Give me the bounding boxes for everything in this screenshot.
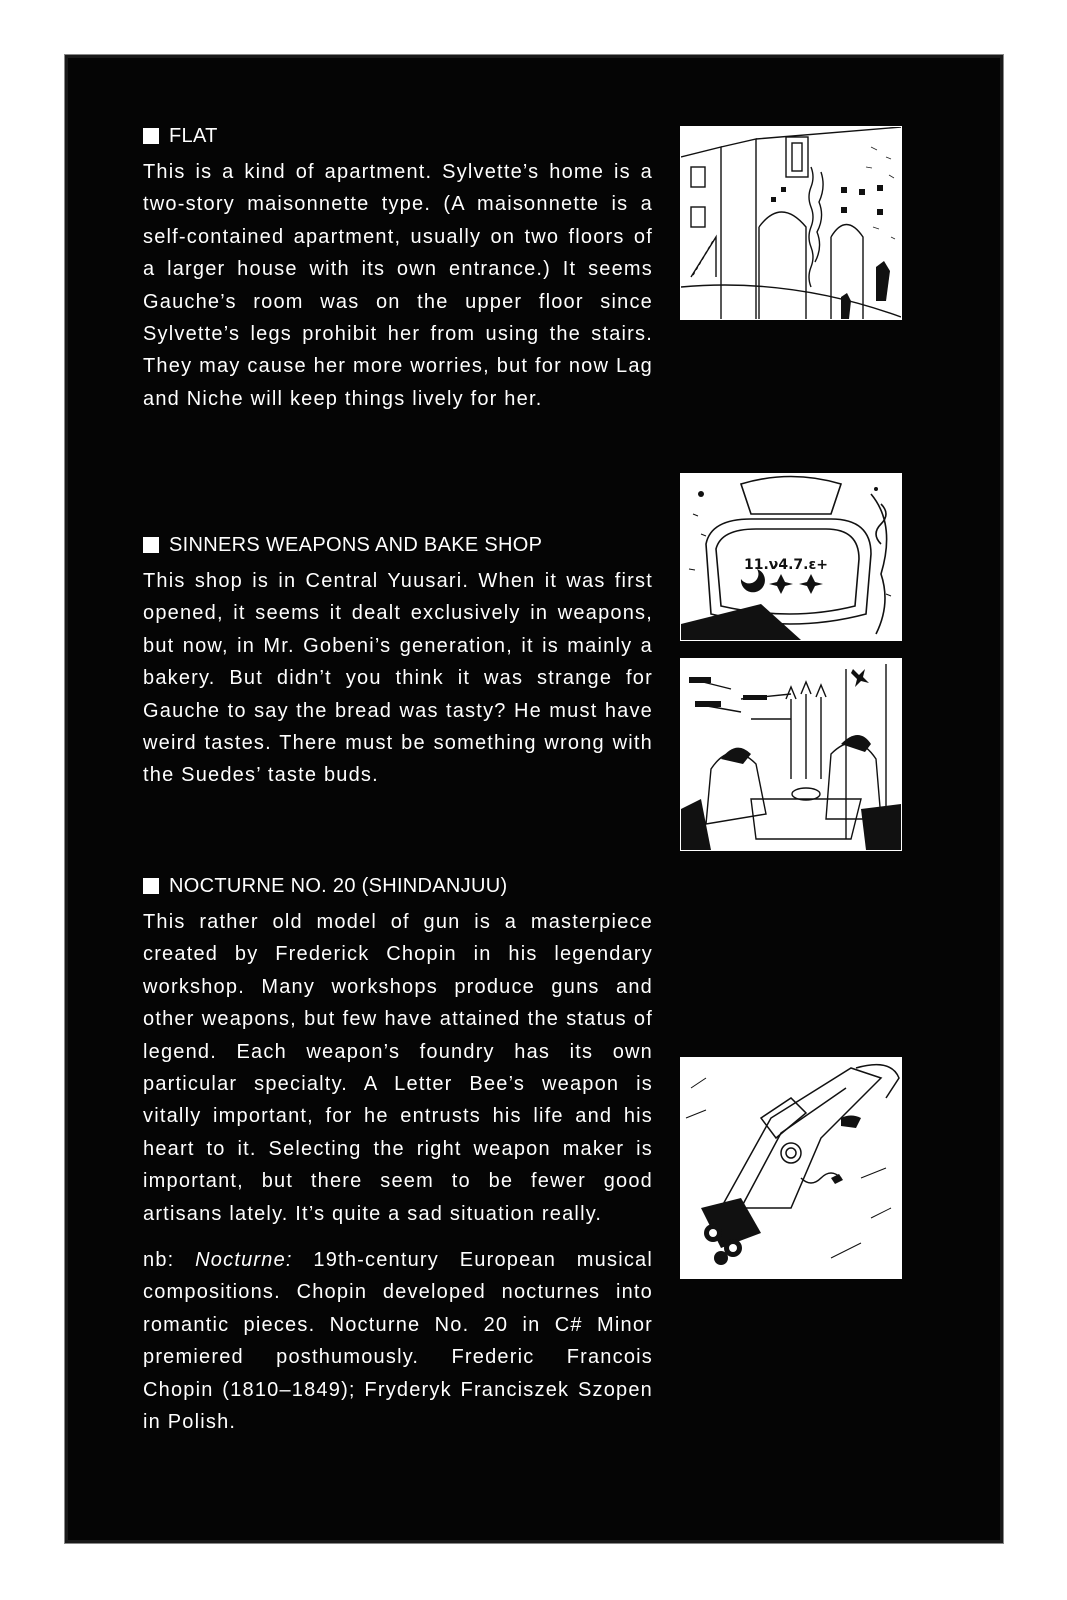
illustration-street <box>680 126 902 320</box>
section-heading <box>143 872 653 900</box>
section-shop <box>143 531 653 792</box>
square-bullet-icon <box>143 128 159 144</box>
heading-text: FLAT <box>169 125 218 147</box>
square-bullet-icon <box>143 537 159 553</box>
shop-interior-drawing <box>681 659 901 850</box>
heading-text: SINNERS WEAPONS AND BAKE SHOP <box>169 534 543 556</box>
street-drawing <box>681 127 901 319</box>
footnote-term: Nocturne: <box>195 1249 293 1272</box>
section-body: This rather old model of gun is a masterpiece created by Frederick Chopin in his legendary workshop. Many workshops produce guns and other weapons, but few have attained the status of legend. Each weapon’s foundry has its own particular specialty. A Letter Bee’s weapon is vitally important, for he entrusts his life and his heart to it. Selecting the right weapon maker is important, but there seem to be fewer good artisans lately. It’s quite a sad situation really. <box>143 911 653 1225</box>
illustration-gun <box>680 1057 902 1279</box>
section-nocturne <box>143 872 653 1439</box>
footnote-prefix: nb: <box>143 1249 196 1272</box>
section-heading <box>143 531 653 559</box>
heading-text: NOCTURNE NO. 20 (SHINDANJUU) <box>169 875 508 897</box>
footnote-text: 19th-century European musical compositions. Chopin developed nocturnes into romantic pieces. Nocturne No. 20 in C# Minor premiered posthumously. Frederic Francois Chopin (1810–1849); Fryderyk Franciszek Szopen in Polish. <box>143 1249 653 1434</box>
section-body: This shop is in Central Yuusari. When it was first opened, it seems it dealt exclusively in weapons, but now, in Mr. Gobeni’s generation, it is mainly a bakery. But didn’t you think it was strange for Gauche to say the bread was tasty? He must have weird tastes. There must be something wrong with the Suedes’ taste buds. <box>143 570 653 787</box>
square-bullet-icon <box>143 878 159 894</box>
shop-sign-text: 11.ν4.7.ε+ <box>744 557 828 573</box>
section-body: This is a kind of apartment. Sylvette’s home is a two-story maisonnette type. (A maisonnette is a self-contained apartment, usually on two floors of a larger house with its own entrance.) It seems Gauche’s room was on the upper floor since Sylvette’s legs prohibit her from using the stairs. They may cause her more worries, but for now Lag and Niche will keep things lively for her. <box>143 161 653 410</box>
section-heading <box>143 122 653 150</box>
footnote <box>143 1244 653 1438</box>
illustration-shop-sign <box>680 473 902 641</box>
page-frame <box>68 58 1000 1540</box>
shop-sign-drawing <box>681 474 901 640</box>
gun-drawing <box>681 1058 901 1278</box>
section-flat <box>143 122 653 415</box>
illustration-shop-interior <box>680 658 902 851</box>
